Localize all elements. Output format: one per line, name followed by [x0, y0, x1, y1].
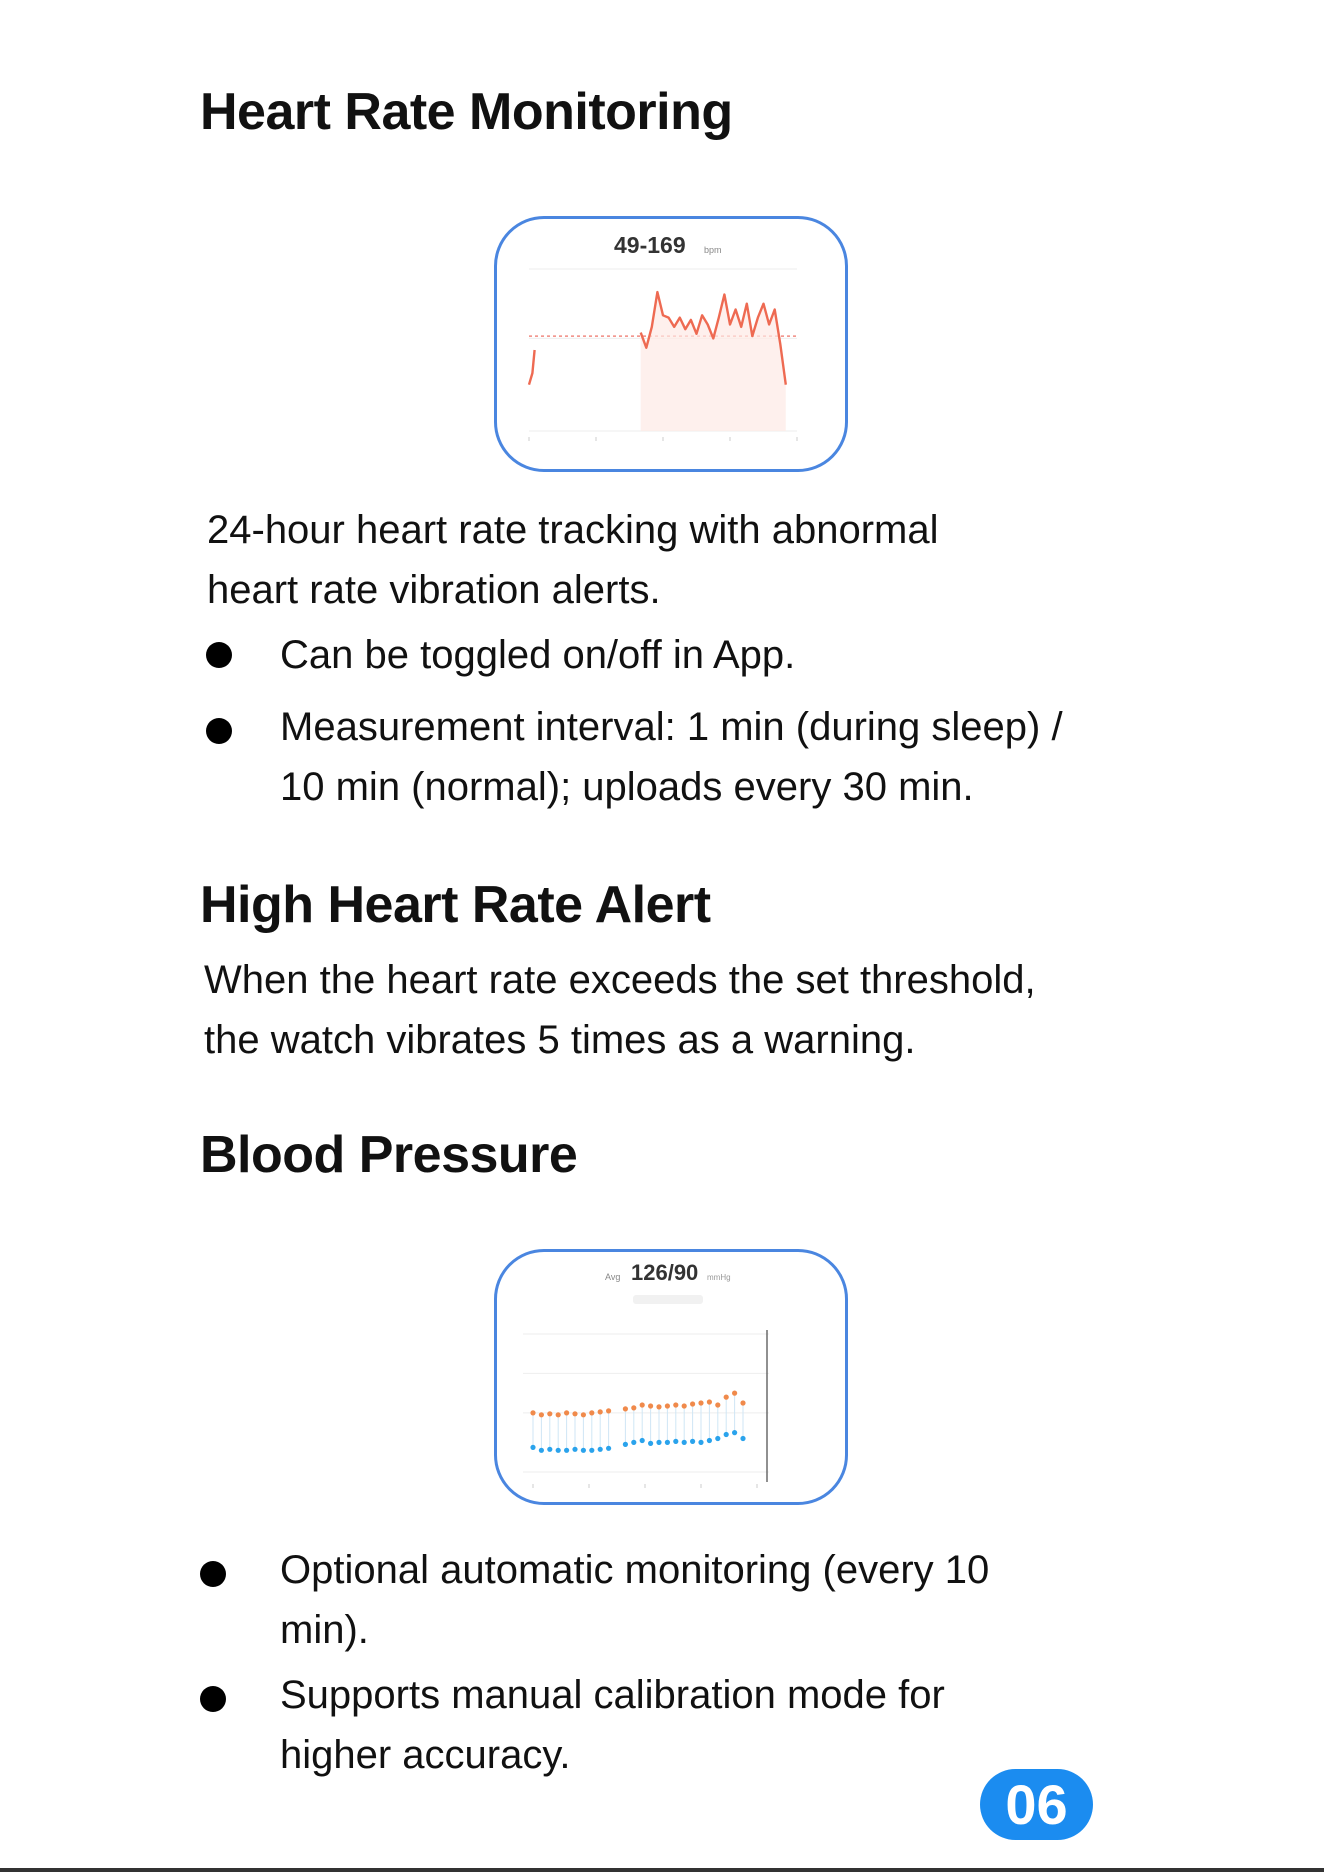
- bp-unit: mmHg: [707, 1273, 731, 1282]
- bp-diastolic-point: [606, 1446, 611, 1451]
- bp-systolic-point: [572, 1411, 577, 1416]
- bullet-text-line-2: min).: [280, 1608, 369, 1652]
- bp-systolic-point: [656, 1404, 661, 1409]
- bp-diastolic-point: [740, 1436, 745, 1441]
- high-alert-line-1: When the heart rate exceeds the set threshold,: [204, 958, 1036, 1002]
- bp-systolic-point: [606, 1408, 611, 1413]
- bp-systolic-point: [740, 1400, 745, 1405]
- bp-diastolic-point: [665, 1440, 670, 1445]
- bp-systolic-point: [715, 1402, 720, 1407]
- blood-pressure-chart-card: [494, 1249, 848, 1505]
- bp-systolic-point: [690, 1401, 695, 1406]
- bullet-dot: [200, 1561, 226, 1587]
- bp-systolic-point: [556, 1412, 561, 1417]
- heart-rate-chart-card: [494, 216, 848, 472]
- bp-diastolic-point: [698, 1440, 703, 1445]
- bp-diastolic-point: [648, 1441, 653, 1446]
- bp-diastolic-point: [556, 1448, 561, 1453]
- bp-diastolic-point: [682, 1440, 687, 1445]
- bp-systolic-point: [581, 1412, 586, 1417]
- section-title-blood-pressure: Blood Pressure: [200, 1126, 578, 1184]
- hr-range-unit: bpm: [704, 245, 722, 255]
- bp-diastolic-point: [581, 1448, 586, 1453]
- section-title-heart-rate: Heart Rate Monitoring: [200, 83, 733, 141]
- section-title-high-heart-rate-alert: High Heart Rate Alert: [200, 876, 711, 934]
- bp-systolic-point: [640, 1402, 645, 1407]
- bp-diastolic-point: [707, 1438, 712, 1443]
- bp-diastolic-point: [598, 1447, 603, 1452]
- bp-systolic-point: [648, 1403, 653, 1408]
- page-number-badge: 06: [980, 1769, 1093, 1840]
- bp-diastolic-point: [572, 1447, 577, 1452]
- bp-systolic-point: [623, 1406, 628, 1411]
- bp-diastolic-point: [623, 1442, 628, 1447]
- bp-diastolic-point: [656, 1440, 661, 1445]
- bp-diastolic-point: [530, 1445, 535, 1450]
- bp-diastolic-point: [724, 1432, 729, 1437]
- bullet-dot: [206, 642, 232, 668]
- bullet-text-line-1: Supports manual calibration mode for: [280, 1673, 945, 1717]
- bp-systolic-point: [598, 1409, 603, 1414]
- bp-systolic-point: [698, 1400, 703, 1405]
- hr-range-value: 49-169: [614, 232, 686, 258]
- hr-series-line-1: [529, 350, 535, 385]
- bp-systolic-point: [564, 1410, 569, 1415]
- bp-diastolic-point: [640, 1438, 645, 1443]
- high-alert-line-2: the watch vibrates 5 times as a warning.: [204, 1018, 916, 1062]
- bp-diastolic-point: [547, 1447, 552, 1452]
- bullet-text-line-1: Optional automatic monitoring (every 10: [280, 1548, 990, 1592]
- heart-rate-chart: [497, 219, 845, 469]
- bp-diastolic-point: [539, 1448, 544, 1453]
- bullet-text-line-1: Measurement interval: 1 min (during sleep) /: [280, 705, 1063, 749]
- bp-systolic-point: [682, 1403, 687, 1408]
- bp-date-range-pill: [633, 1295, 703, 1304]
- bp-systolic-point: [631, 1405, 636, 1410]
- bottom-divider: [0, 1868, 1324, 1872]
- heart-rate-description-line-2: heart rate vibration alerts.: [207, 568, 661, 612]
- bp-diastolic-point: [732, 1430, 737, 1435]
- bp-diastolic-point: [715, 1436, 720, 1441]
- bp-diastolic-point: [589, 1448, 594, 1453]
- bp-systolic-point: [530, 1410, 535, 1415]
- bp-diastolic-point: [564, 1448, 569, 1453]
- bp-diastolic-point: [690, 1439, 695, 1444]
- bp-systolic-point: [589, 1410, 594, 1415]
- bp-systolic-point: [547, 1411, 552, 1416]
- bullet-dot: [200, 1686, 226, 1712]
- bullet-text-line-2: higher accuracy.: [280, 1733, 571, 1777]
- bp-diastolic-point: [673, 1439, 678, 1444]
- bp-systolic-point: [707, 1399, 712, 1404]
- bullet-text: Can be toggled on/off in App.: [280, 633, 796, 677]
- blood-pressure-chart: [497, 1252, 845, 1502]
- bp-avg-value: 126/90: [631, 1260, 699, 1285]
- bp-systolic-point: [665, 1403, 670, 1408]
- bullet-dot: [206, 718, 232, 744]
- bullet-text-line-2: 10 min (normal); uploads every 30 min.: [280, 765, 974, 809]
- bp-systolic-point: [724, 1395, 729, 1400]
- bp-diastolic-point: [631, 1440, 636, 1445]
- heart-rate-description-line-1: 24-hour heart rate tracking with abnormal: [207, 508, 939, 552]
- bp-avg-label: Avg: [605, 1272, 621, 1282]
- bp-systolic-point: [539, 1412, 544, 1417]
- bp-systolic-point: [732, 1391, 737, 1396]
- bp-systolic-point: [673, 1402, 678, 1407]
